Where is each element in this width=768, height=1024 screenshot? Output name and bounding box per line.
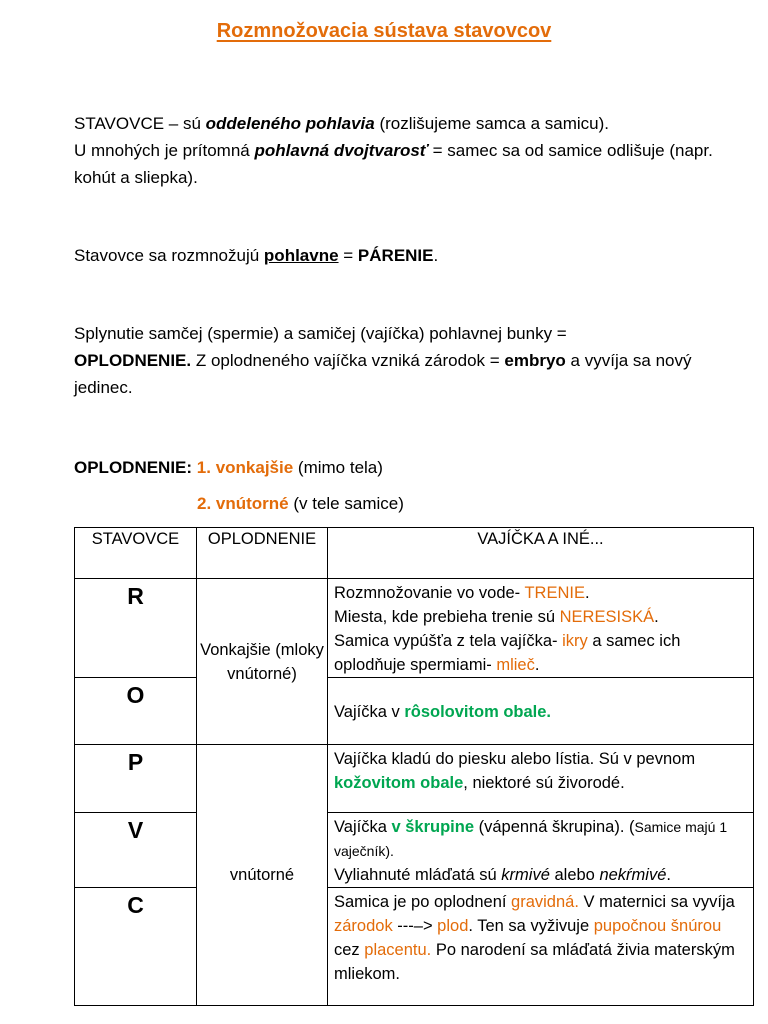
emphasis: embryo — [504, 351, 566, 370]
text: Splynutie samčej (spermie) a samičej (vajíčka) pohlavnej bunky = — [74, 324, 567, 343]
letter-r: R — [75, 579, 197, 678]
text: V maternici sa vyvíja — [578, 893, 735, 911]
desc-amphibians — [328, 678, 754, 745]
term: kožovitom obale — [334, 774, 464, 792]
fertilization-external: Vonkajšie (mloky vnútorné) — [197, 579, 328, 745]
text: Samica vypúšťa z tela vajíčka- — [334, 632, 563, 650]
term: krmivé — [501, 866, 550, 884]
text: a vyvíja sa nový jedinec. — [74, 351, 692, 397]
desc-reptiles — [328, 745, 754, 813]
text: (rozlišujeme samca a samicu). — [374, 114, 610, 133]
text: . — [654, 608, 659, 626]
emphasis: PÁRENIE — [357, 246, 434, 265]
desc-birds — [328, 813, 754, 888]
term: pupočnou šnúrou — [593, 917, 722, 935]
text: . — [666, 866, 671, 884]
text: . — [433, 246, 439, 265]
table-row — [75, 579, 754, 678]
letter-v: V — [75, 813, 197, 888]
table-row — [75, 678, 754, 745]
term: rôsolovitom obale — [404, 703, 547, 721]
text: Miesta, kde prebieha trenie sú — [334, 608, 560, 626]
text: (mimo tela) — [293, 458, 383, 477]
letter-p: P — [75, 745, 197, 813]
text: . — [534, 656, 540, 674]
text: ---–> — [392, 917, 438, 935]
text: Po narodení sa mláďatá živia materským mliekom. — [334, 941, 735, 983]
fertilization-type-1 — [74, 454, 734, 481]
header-eggs: VAJÍČKA A INÉ... — [328, 528, 754, 579]
text: cez — [334, 941, 365, 959]
text: a samec ich oplodňuje spermiami- — [334, 632, 681, 674]
emphasis: pohlavná dvojtvarosť — [254, 141, 428, 160]
text: Samica je po oplodnení — [334, 893, 512, 911]
header-fertilization: OPLODNENIE — [197, 528, 328, 579]
emphasis: pohlavne — [263, 246, 339, 265]
text: Stavovce sa rozmnožujú — [74, 246, 264, 265]
text: Vajíčka kladú do piesku alebo lístia. Sú v pevnom — [334, 750, 696, 768]
fertilization-type-2 — [197, 490, 768, 517]
text: . Ten sa vyživuje — [468, 917, 594, 935]
text: . — [584, 584, 590, 602]
term: nekŕmivé — [599, 866, 667, 884]
term: TRENIE — [524, 584, 585, 602]
term: NERESISKÁ — [559, 608, 655, 626]
page-title: Rozmnožovacia sústava stavovcov — [216, 20, 552, 42]
table-row — [75, 813, 754, 888]
term: v škrupine — [391, 818, 475, 836]
type-internal: 2. vnútorné — [197, 494, 289, 513]
text: Vyliahnuté mláďatá sú — [334, 866, 502, 884]
term: placentu. — [364, 941, 432, 959]
term: ikry — [562, 632, 588, 650]
letter-o: O — [75, 678, 197, 745]
term: mlieč — [496, 656, 535, 674]
term: zárodok — [334, 917, 393, 935]
type-external: 1. vonkajšie — [196, 458, 294, 477]
table-row — [75, 888, 754, 1006]
text: , niektoré sú živorodé. — [463, 774, 625, 792]
text: Z oplodneného vajíčka vzniká zárodok = — [191, 351, 505, 370]
text: Rozmnožovanie vo vode- — [334, 584, 525, 602]
text: Vajíčka v — [334, 703, 405, 721]
emphasis: oddeleného pohlavia — [205, 114, 375, 133]
table-row — [75, 745, 754, 813]
note: Samice majú 1 vaječník). — [334, 819, 728, 859]
text: . — [546, 703, 552, 721]
term: gravidná. — [511, 893, 579, 911]
text: Vajíčka — [334, 818, 392, 836]
paragraph-fertilization — [74, 320, 734, 401]
paragraph-sexes — [74, 110, 734, 191]
header-vertebrates: STAVOVCE — [75, 528, 197, 579]
vertebrate-table — [74, 527, 754, 1006]
text: (v tele samice) — [288, 494, 404, 513]
table-header-row — [75, 528, 754, 579]
fertilization-internal: vnútorné — [197, 745, 328, 1006]
text: = samec sa od samice odlišuje (napr. kohút a sliepka). — [74, 141, 713, 187]
text: (vápenná škrupina). ( — [474, 818, 635, 836]
letter-c: C — [75, 888, 197, 1006]
desc-mammals — [328, 888, 754, 1006]
emphasis: OPLODNENIE. — [74, 351, 192, 370]
text: = — [338, 246, 358, 265]
desc-fish — [328, 579, 754, 678]
paragraph-reproduction — [74, 242, 734, 269]
text: alebo — [549, 866, 600, 884]
text: STAVOVCE – sú — [74, 114, 206, 133]
label: OPLODNENIE: — [74, 458, 193, 477]
text: U mnohých je prítomná — [74, 141, 255, 160]
term: plod — [437, 917, 469, 935]
